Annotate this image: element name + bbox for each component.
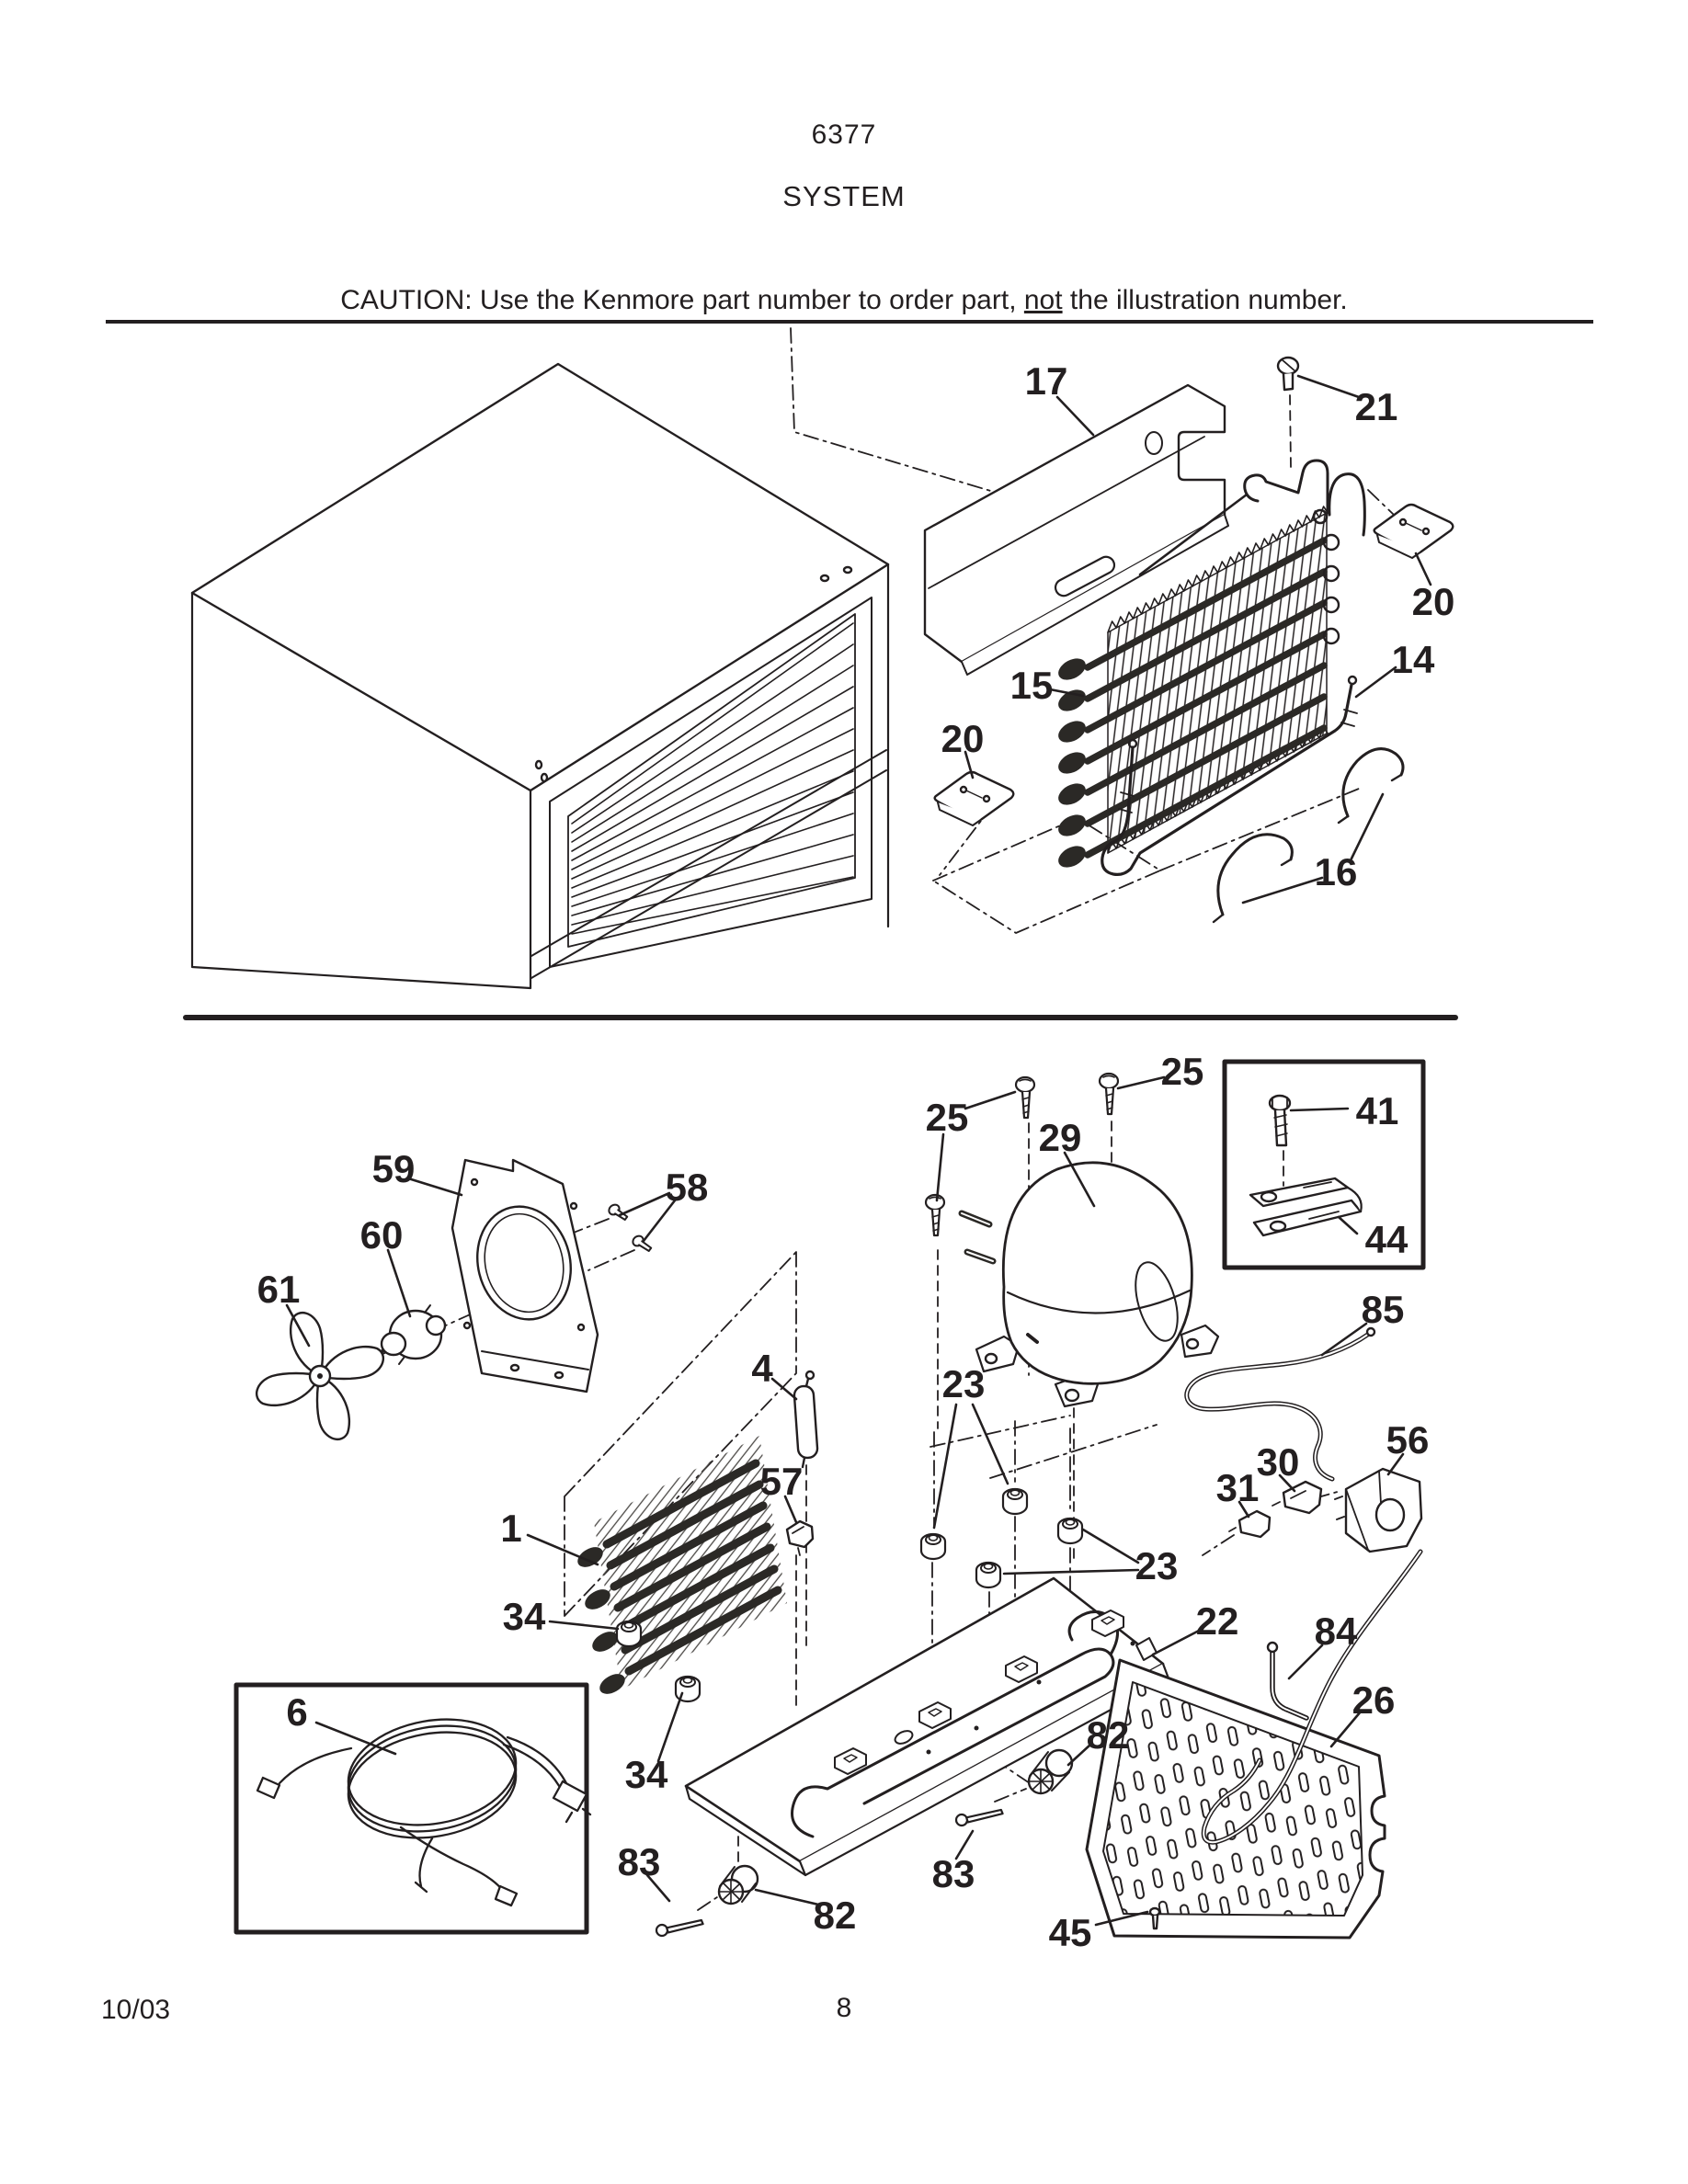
caution-prefix: CAUTION: Use the Kenmore part number to order part,: [340, 285, 1024, 315]
callout-85: 85: [1361, 1288, 1405, 1331]
callout-59: 59: [371, 1147, 416, 1190]
heater-plate-right: [1374, 505, 1454, 558]
callout-56: 56: [1386, 1418, 1430, 1462]
caution-emphasis: not: [1023, 285, 1063, 315]
callout-61: 61: [257, 1268, 301, 1311]
callout-1: 1: [500, 1507, 522, 1550]
compressor-grommet-1: [1003, 1489, 1027, 1514]
compressor-screw-right: [1100, 1074, 1118, 1114]
callout-23-lower: 23: [1135, 1544, 1179, 1587]
callout-83-right: 83: [931, 1852, 975, 1895]
callout-82-right: 82: [1086, 1713, 1130, 1757]
callout-22: 22: [1195, 1599, 1239, 1643]
filter-drier: [793, 1371, 817, 1467]
callout-25-right: 25: [1160, 1050, 1204, 1093]
overload-relay: [1272, 1482, 1321, 1513]
condenser-coil: [575, 1436, 787, 1698]
fan-shroud: [452, 1160, 598, 1392]
callout-14: 14: [1391, 638, 1435, 681]
fan-blade: [257, 1313, 383, 1439]
callout-20-right: 20: [1411, 580, 1455, 623]
relay-cover: [1335, 1469, 1421, 1552]
upper-diagram: [192, 328, 1453, 988]
callout-83-left: 83: [617, 1840, 661, 1883]
drain-tube: [1268, 1643, 1306, 1718]
compressor-screw-left: [926, 1195, 944, 1235]
footer-page-number: 8: [836, 1993, 852, 2023]
callout-30: 30: [1256, 1440, 1300, 1484]
callout-25-left: 25: [925, 1096, 969, 1139]
callout-60: 60: [359, 1213, 404, 1257]
wheel-axle-left: [656, 1917, 703, 1939]
callout-34-lower: 34: [624, 1753, 668, 1796]
section-title: SYSTEM: [782, 180, 906, 212]
tube-clip: [787, 1521, 813, 1555]
callout-45: 45: [1048, 1911, 1092, 1954]
refrigerator-cabinet: [192, 364, 888, 988]
callout-17: 17: [1024, 359, 1068, 403]
compressor-grommet-4: [976, 1563, 1000, 1587]
callout-16: 16: [1314, 850, 1358, 893]
wheel-axle-right: [956, 1807, 1003, 1828]
model-number: 6377: [811, 119, 877, 150]
evaporator-screw: [1278, 358, 1298, 390]
compressor-grommet-3: [921, 1534, 945, 1559]
callout-31: 31: [1215, 1466, 1260, 1509]
callout-6: 6: [286, 1690, 308, 1734]
callout-41: 41: [1355, 1089, 1399, 1132]
callout-29: 29: [1038, 1116, 1082, 1159]
callout-21: 21: [1354, 385, 1398, 428]
callout-44: 44: [1364, 1218, 1409, 1261]
callout-82-left: 82: [813, 1894, 857, 1937]
drain-pan: [1087, 1552, 1420, 1938]
callout-26: 26: [1352, 1678, 1396, 1722]
condenser-grommet-upper: [617, 1621, 641, 1646]
roller-wheel-left: [719, 1866, 758, 1904]
callout-84: 84: [1314, 1610, 1358, 1653]
callout-34-upper: 34: [502, 1595, 546, 1638]
callout-15: 15: [1009, 664, 1054, 707]
heater-plate-left: [935, 772, 1014, 825]
compressor-screw-middle: [1016, 1077, 1034, 1118]
callout-23-upper: 23: [941, 1362, 986, 1405]
callout-58: 58: [665, 1166, 709, 1209]
start-relay: [1229, 1511, 1270, 1537]
footer-date-code: 10/03: [101, 1995, 171, 2025]
callout-57: 57: [759, 1460, 804, 1503]
caution-suffix: the illustration number.: [1062, 285, 1348, 315]
callout-20-left: 20: [941, 717, 985, 760]
roller-wheel-right: [1029, 1750, 1072, 1793]
callout-4: 4: [751, 1347, 773, 1390]
compressor-grommet-2: [1058, 1519, 1082, 1543]
